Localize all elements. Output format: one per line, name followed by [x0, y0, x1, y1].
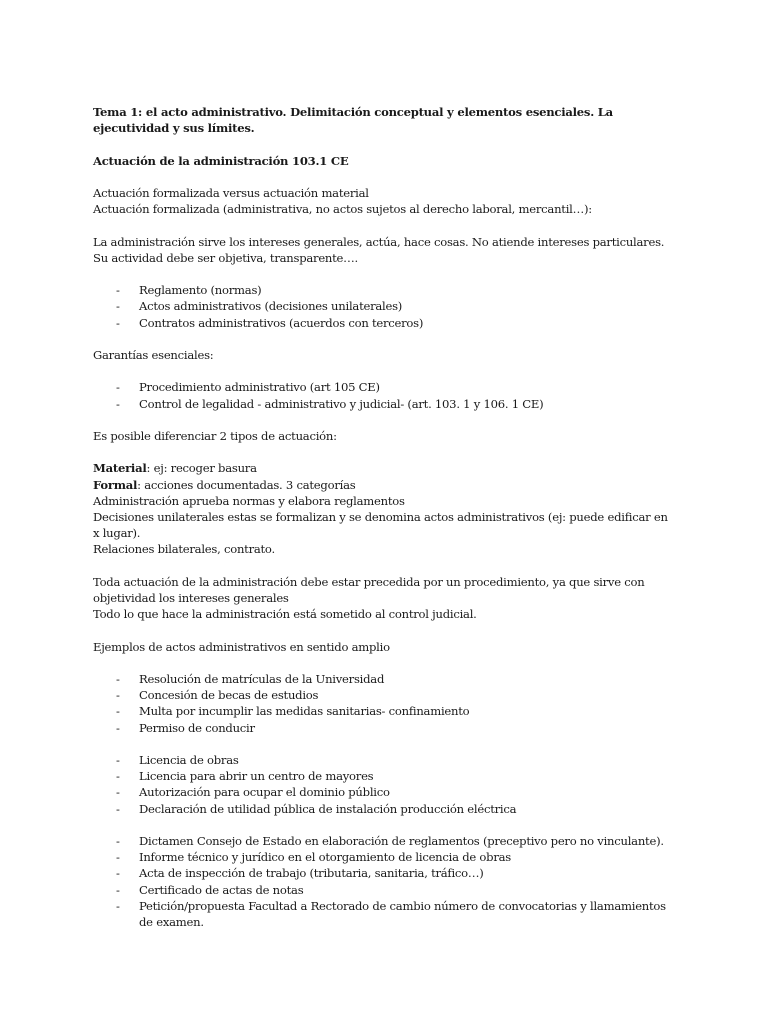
list-item-text: Control de legalidad - administrativo y judicial- (art. 103. 1 y 106. 1 CE): [139, 396, 544, 411]
list-item: [93, 882, 673, 898]
spacer: [93, 136, 673, 152]
list-item: [93, 898, 673, 930]
list-item-text: Licencia de obras: [139, 752, 239, 767]
procedure-paragraph: Toda actuación de la administración debe estar precedida por un procedimiento, ya que sirve con objetividad los intereses generales: [93, 574, 645, 605]
bilateral-line: Relaciones bilaterales, contrato.: [93, 542, 275, 557]
list-item: [93, 833, 673, 849]
list-item: [93, 396, 673, 412]
formal-text: : acciones documentadas. 3 categorías: [137, 477, 356, 492]
dash-marker: -: [116, 720, 120, 735]
material-line: [93, 460, 673, 476]
list-item-text: Procedimiento administrativo (art 105 CE): [139, 380, 380, 395]
document-body: [93, 104, 673, 930]
list-item: [93, 849, 673, 865]
document-title: Tema 1: el acto administrativo. Delimitación conceptual y elementos esenciales. La ejecutividad y sus límites.: [93, 105, 613, 136]
list-item: [93, 752, 673, 768]
material-label: Material: [93, 461, 147, 476]
list-item: [93, 801, 673, 817]
list-item-text: Certificado de actas de notas: [139, 882, 304, 897]
list-item: [93, 768, 673, 784]
list-item-text: Permiso de conducir: [139, 720, 255, 735]
list-item: [93, 865, 673, 881]
spacer: [93, 655, 673, 671]
examples-list-c: [93, 833, 673, 930]
examples-intro: Ejemplos de actos administrativos en sentido amplio: [93, 639, 390, 654]
list-item-text: Informe técnico y jurídico en el otorgamiento de licencia de obras: [139, 850, 511, 865]
dash-marker: -: [116, 396, 120, 411]
list-item-text: Multa por incumplir las medidas sanitarias- confinamiento: [139, 704, 470, 719]
spacer: [93, 169, 673, 185]
list-item: [93, 784, 673, 800]
norms-line: Administración aprueba normas y elabora reglamentos: [93, 493, 405, 508]
dash-marker: -: [116, 315, 120, 330]
list-item: [93, 671, 673, 687]
judicial-control-line: Todo lo que hace la administración está sometido al control judicial.: [93, 607, 477, 622]
dash-marker: -: [116, 801, 120, 816]
dash-marker: -: [116, 769, 120, 784]
dash-marker: -: [116, 283, 120, 298]
spacer: [93, 363, 673, 379]
intro-line: Actuación formalizada versus actuación material: [93, 185, 369, 200]
formal-line: [93, 477, 673, 493]
spacer: [93, 266, 673, 282]
material-text: : ej: recoger basura: [146, 461, 257, 476]
list-item-text: Dictamen Consejo de Estado en elaboración de reglamentos (preceptivo pero no vinculante).: [139, 833, 664, 848]
dash-marker: -: [116, 299, 120, 314]
guarantees-list: [93, 379, 673, 411]
list-item: [93, 315, 673, 331]
formal-label: Formal: [93, 477, 138, 492]
spacer: [93, 817, 673, 833]
dash-marker: -: [116, 850, 120, 865]
list-item-text: Actos administrativos (decisiones unilaterales): [139, 299, 403, 314]
list-item-text: Autorización para ocupar el dominio público: [139, 785, 390, 800]
list-item-text: Licencia para abrir un centro de mayores: [139, 769, 374, 784]
list-item-text: Petición/propuesta Facultad a Rectorado de cambio número de convocatorias y llamamientos de examen.: [139, 898, 666, 929]
list-item: [93, 687, 673, 703]
dash-marker: -: [116, 882, 120, 897]
dash-marker: -: [116, 688, 120, 703]
spacer: [93, 444, 673, 460]
examples-list-a: [93, 671, 673, 736]
types-intro: Es posible diferenciar 2 tipos de actuación:: [93, 428, 337, 443]
spacer: [93, 558, 673, 574]
list-item: [93, 703, 673, 719]
intro-line: Actuación formalizada (administrativa, no actos sujetos al derecho laboral, mercantil…):: [93, 202, 592, 217]
dash-marker: -: [116, 866, 120, 881]
list-item: [93, 720, 673, 736]
dash-marker: -: [116, 833, 120, 848]
dash-marker: -: [116, 380, 120, 395]
list-item: [93, 379, 673, 395]
spacer: [93, 412, 673, 428]
dash-marker: -: [116, 704, 120, 719]
list-item: [93, 298, 673, 314]
dash-marker: -: [116, 752, 120, 767]
spacer: [93, 217, 673, 233]
section-heading: Actuación de la administración 103.1 CE: [93, 153, 349, 168]
spacer: [93, 331, 673, 347]
examples-list-b: [93, 752, 673, 817]
spacer: [93, 736, 673, 752]
list-item-text: Resolución de matrículas de la Universidad: [139, 671, 385, 686]
unilateral-line: Decisiones unilaterales estas se formalizan y se denomina actos administrativos (ej: puede edificar en x lugar).: [93, 509, 668, 541]
admin-paragraph: La administración sirve los intereses generales, actúa, hace cosas. No atiende intereses particulares. Su actividad debe ser objetiva, transparente….: [93, 234, 665, 265]
spacer: [93, 622, 673, 638]
list-item-text: Contratos administrativos (acuerdos con terceros): [139, 315, 424, 330]
list-item-text: Declaración de utilidad pública de instalación producción eléctrica: [139, 801, 517, 816]
list-item-text: Acta de inspección de trabajo (tributaria, sanitaria, tráfico…): [139, 866, 484, 881]
actuation-types-list: [93, 282, 673, 331]
list-item: [93, 282, 673, 298]
dash-marker: -: [116, 898, 120, 913]
list-item-text: Reglamento (normas): [139, 283, 262, 298]
dash-marker: -: [116, 785, 120, 800]
guarantees-label: Garantías esenciales:: [93, 347, 214, 362]
list-item-text: Concesión de becas de estudios: [139, 688, 319, 703]
dash-marker: -: [116, 671, 120, 686]
